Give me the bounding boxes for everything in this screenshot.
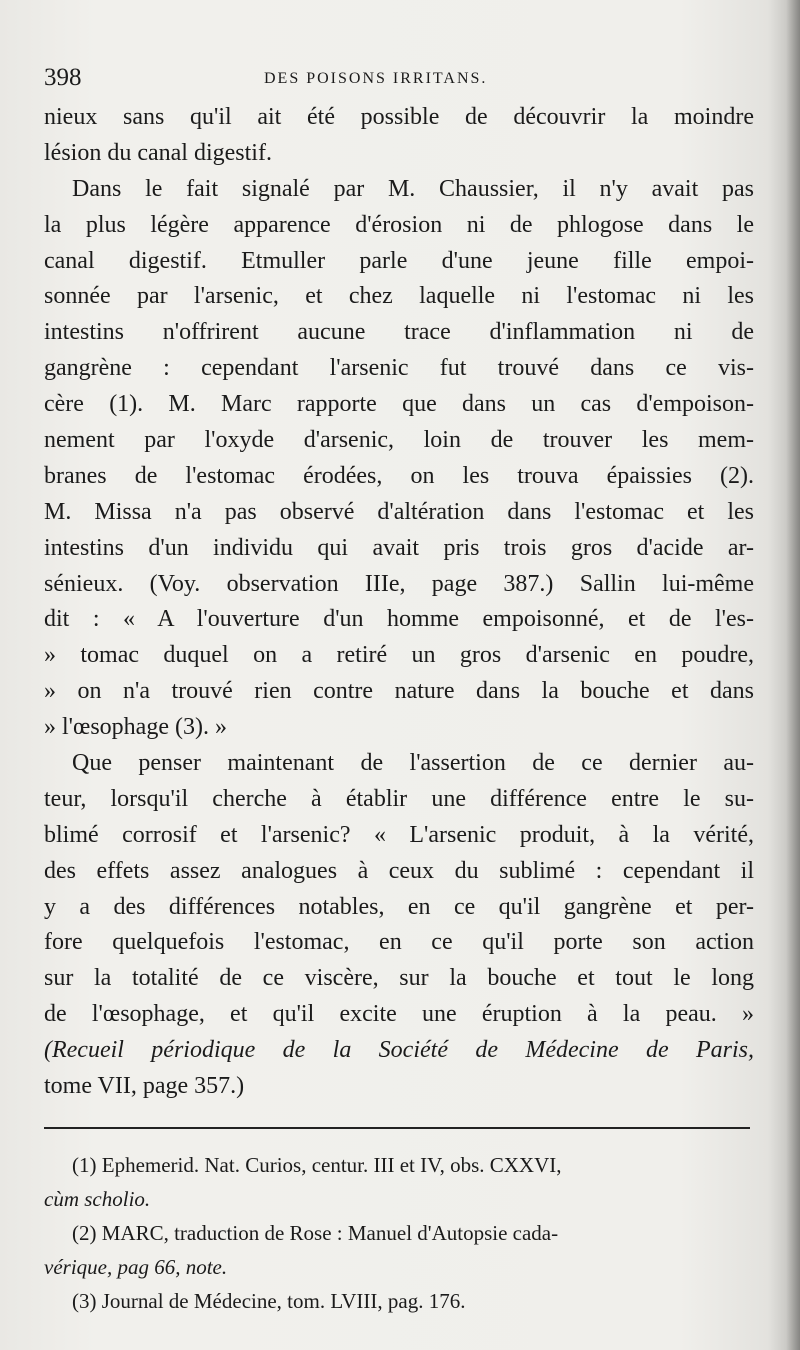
text-line: sénieux. (Voy. observation IIIe, page 387.) Sallin lui-même — [44, 570, 754, 597]
text-line: fore quelquefois l'estomac, en ce qu'il porte son action — [44, 929, 754, 956]
page-number: 398 — [44, 64, 82, 91]
text-line: » on n'a trouvé rien contre nature dans la bouche et dans — [44, 678, 754, 705]
footnote-2: (2) MARC, traduction de Rose : Manuel d'Autopsie cada- — [72, 1221, 559, 1245]
text-line: la plus légère apparence d'érosion ni de phlogose dans le — [44, 211, 754, 238]
footnote-1-continued: cùm scholio. — [44, 1187, 151, 1211]
text-line: branes de l'estomac érodées, on les trouva épaissies (2). — [44, 462, 754, 489]
footnote-2-continued: vérique, pag 66, note. — [44, 1255, 228, 1279]
body-text — [44, 100, 754, 1105]
running-head: DES POISONS IRRITANS. — [264, 70, 488, 87]
paragraph-start-line: Dans le fait signalé par M. Chaussier, il n'y avait pas — [72, 175, 754, 202]
text-line: M. Missa n'a pas observé d'altération dans l'estomac et les — [44, 498, 754, 525]
text-line: canal digestif. Etmuller parle d'une jeune fille empoi- — [44, 247, 754, 274]
footnote-rule — [44, 1127, 750, 1129]
text-line: intestins n'offrirent aucune trace d'inflammation ni de — [44, 319, 754, 346]
citation-line: (Recueil périodique de la Société de Médecine de Paris, — [44, 1037, 754, 1064]
text-line: blimé corrosif et l'arsenic? « L'arsenic produit, à la vérité, — [44, 821, 754, 848]
footnote-3: (3) Journal de Médecine, tom. LVIII, pag. 176. — [72, 1289, 466, 1313]
paragraph-start-line: Que penser maintenant de l'assertion de ce dernier au- — [72, 750, 754, 777]
citation-line: tome VII, page 357.) — [44, 1073, 245, 1100]
text-line: » tomac duquel on a retiré un gros d'arsenic en poudre, — [44, 642, 754, 669]
text-line: lésion du canal digestif. — [44, 139, 272, 166]
page-header — [44, 64, 764, 100]
page-edge-shadow — [786, 0, 800, 1350]
text-line: » l'œsophage (3). » — [44, 714, 227, 741]
text-line: sur la totalité de ce viscère, sur la bouche et tout le long — [44, 965, 754, 992]
text-line: de l'œsophage, et qu'il excite une éruption à la peau. » — [44, 1001, 754, 1028]
text-line: intestins d'un individu qui avait pris trois gros d'acide ar- — [44, 534, 754, 561]
footnote-1: (1) Ephemerid. Nat. Curios, centur. III et IV, obs. CXXVI, — [72, 1153, 562, 1177]
text-line: dit : « A l'ouverture d'un homme empoisonné, et de l'es- — [44, 606, 754, 633]
text-line: sonnée par l'arsenic, et chez laquelle ni l'estomac ni les — [44, 283, 754, 310]
text-line: des effets assez analogues à ceux du sublimé : cependant il — [44, 857, 754, 884]
text-line: nement par l'oxyde d'arsenic, loin de trouver les mem- — [44, 427, 754, 454]
text-line: nieux sans qu'il ait été possible de découvrir la moindre — [44, 104, 754, 130]
footnotes — [44, 1148, 752, 1318]
text-line: gangrène : cependant l'arsenic fut trouvé dans ce vis- — [44, 355, 754, 382]
text-line: teur, lorsqu'il cherche à établir une différence entre le su- — [44, 785, 754, 812]
text-line: y a des différences notables, en ce qu'il gangrène et per- — [44, 893, 754, 920]
text-line: cère (1). M. Marc rapporte que dans un cas d'empoison- — [44, 391, 754, 418]
